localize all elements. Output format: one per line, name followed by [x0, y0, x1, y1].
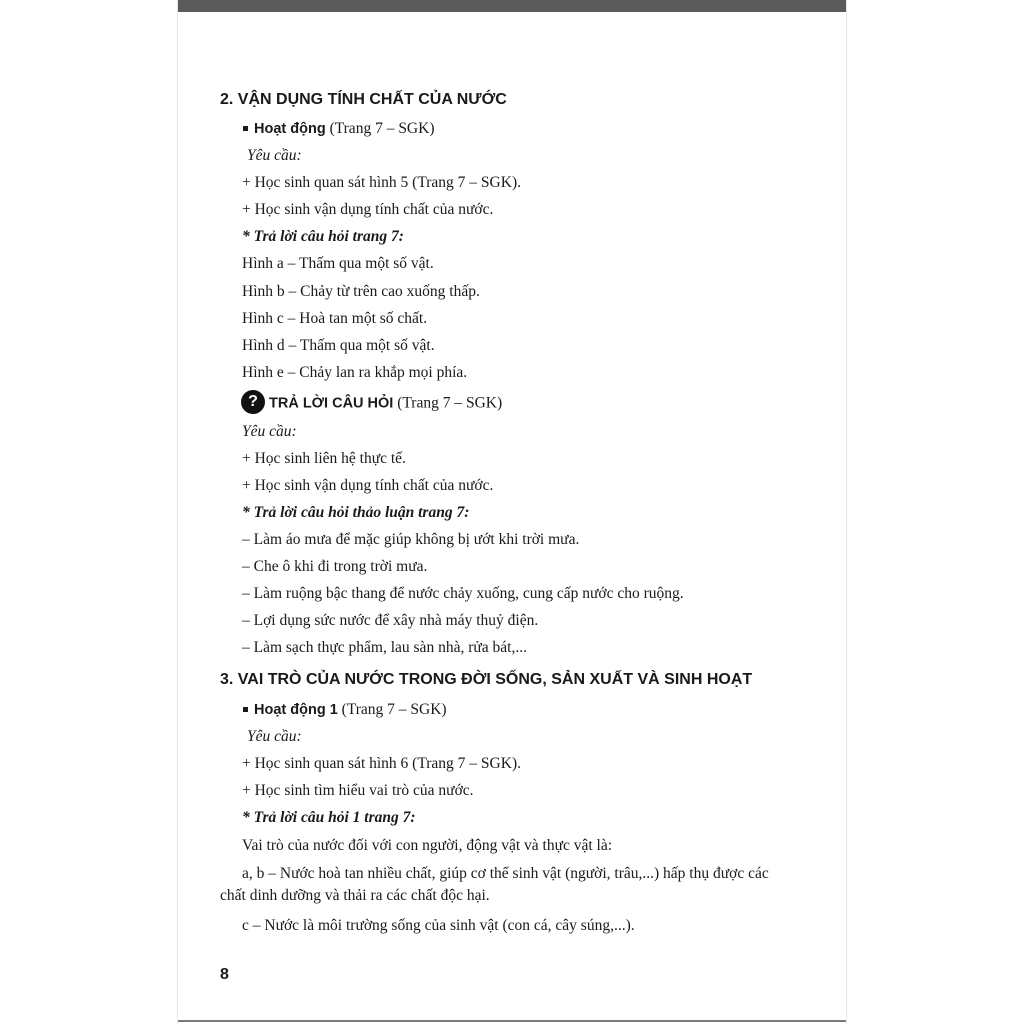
requirement-item: + Học sinh quan sát hình 6 (Trang 7 – SGK).: [242, 755, 521, 772]
page-top-bar: [178, 0, 846, 12]
qa-answer-item: – Làm áo mưa để mặc giúp không bị ướt khi trời mưa.: [242, 531, 580, 548]
qa-requirement-item: + Học sinh liên hệ thực tế.: [242, 450, 406, 467]
qa-ref: (Trang 7 – SGK): [393, 394, 503, 412]
requirement-item: + Học sinh vận dụng tính chất của nước.: [242, 201, 494, 218]
intro-text: Vai trò của nước đối với con người, động vật và thực vật là:: [242, 837, 613, 854]
section-2-title: 2. VẬN DỤNG TÍNH CHẤT CỦA NƯỚC: [220, 91, 507, 108]
activity-1-label: Hoạt động 1: [254, 702, 338, 718]
qa-heading-line: [241, 392, 502, 416]
activity-1-line: [243, 700, 447, 720]
activity-line: [243, 119, 434, 139]
answer-item: Hình c – Hoà tan một số chất.: [242, 310, 428, 327]
qa-answer-item: – Làm ruộng bậc thang để nước chảy xuống, cung cấp nước cho ruộng.: [242, 585, 684, 602]
paragraph-ab: a, b – Nước hoà tan nhiều chất, giúp cơ thể sinh vật (người, trâu,...) hấp thụ được các chất dinh dưỡng và thải ra các chất độc hại.: [220, 865, 769, 904]
page-bottom-line: [178, 1020, 846, 1022]
answer-item: Hình d – Thấm qua một số vật.: [242, 337, 435, 354]
requirement-item: + Học sinh tìm hiểu vai trò của nước.: [242, 782, 474, 799]
qa-requirement-item: + Học sinh vận dụng tính chất của nước.: [242, 477, 494, 494]
requirement-label: Yêu cầu:: [247, 728, 302, 745]
bullet-icon: [243, 707, 248, 712]
qa-answer-item: – Làm sạch thực phẩm, lau sàn nhà, rửa bát,...: [242, 639, 527, 656]
qa-answer-item: – Che ô khi đi trong trời mưa.: [242, 558, 428, 575]
activity-ref: (Trang 7 – SGK): [325, 120, 435, 137]
qa-answer-label: * Trả lời câu hỏi thảo luận trang 7:: [242, 504, 470, 521]
answer-item: Hình b – Chảy từ trên cao xuống thấp.: [242, 283, 480, 300]
question-bubble-icon: ?: [241, 390, 265, 414]
answer-item: Hình a – Thấm qua một số vật.: [242, 255, 434, 272]
answer-label: * Trả lời câu hỏi trang 7:: [242, 228, 404, 245]
paragraph-c: c – Nước là môi trường sống của sinh vật (con cá, cây súng,...).: [242, 917, 635, 934]
requirement-label: Yêu cầu:: [247, 147, 302, 164]
page-number: 8: [220, 966, 229, 983]
qa-heading: TRẢ LỜI CÂU HỎI: [269, 395, 394, 412]
bullet-icon: [243, 126, 248, 131]
section-3-title: 3. VAI TRÒ CỦA NƯỚC TRONG ĐỜI SỐNG, SẢN XUẤT VÀ SINH HOẠT: [220, 671, 753, 688]
answer-label: * Trả lời câu hỏi 1 trang 7:: [242, 809, 416, 826]
activity-label: Hoạt động: [254, 121, 326, 137]
qa-requirement-label: Yêu cầu:: [242, 423, 297, 440]
requirement-item: + Học sinh quan sát hình 5 (Trang 7 – SGK).: [242, 174, 521, 191]
activity-1-ref: (Trang 7 – SGK): [337, 701, 447, 718]
qa-answer-item: – Lợi dụng sức nước để xây nhà máy thuỷ điện.: [242, 612, 539, 629]
answer-item: Hình e – Chảy lan ra khắp mọi phía.: [242, 364, 468, 381]
